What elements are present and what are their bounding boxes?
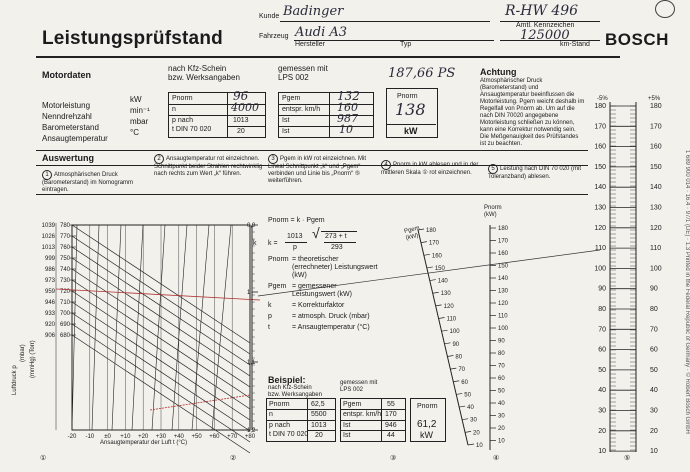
page-title: Leistungsprüfstand <box>42 28 223 49</box>
temp-tick-label: +30 <box>155 434 167 440</box>
temp-tick-label: +40 <box>173 434 184 440</box>
pnorm-tick-label: 100 <box>498 326 509 332</box>
tol-left-tick-label: 50 <box>598 366 606 374</box>
pnorm-tick-label: 60 <box>498 376 505 382</box>
mbar-tick: 999 <box>44 256 55 262</box>
baro-ist-value: 987 <box>337 112 358 125</box>
tol-left-tick-label: 70 <box>598 326 606 334</box>
kmh-value: 160 <box>337 101 358 114</box>
pgem-tick-mark <box>421 242 427 243</box>
step-3: 3 Pgem in kW rot einzeichnen. Mit Lineal Schnittpunkt „k“ und „Pgem“ verbinden und Linie bis „Pnorm“ ⑤ weiterführen. <box>268 156 367 184</box>
fahrzeug-value: Audi A3 <box>295 25 348 40</box>
k-tick-label: 0,9 <box>247 223 256 229</box>
hand-pressure-line <box>56 289 260 300</box>
gemessen-table: Pgem entspr. km/h Ist Ist 132 160 987 10 <box>278 92 374 138</box>
beispiel-title: Beispiel: <box>268 375 306 385</box>
pgem-tick-label: 180 <box>426 228 437 234</box>
temp-tick-label: -20 <box>67 434 77 440</box>
tol-right-tick-label: 160 <box>650 143 662 151</box>
marker-5: ⑤ <box>624 455 631 462</box>
typ-label: Typ <box>400 41 412 48</box>
tol-left-tick-label: 80 <box>598 306 606 313</box>
k-tick-label: 1,2 <box>247 428 256 434</box>
sqrt-icon: √ <box>312 225 320 241</box>
tol-left-tick-label: 180 <box>594 103 606 110</box>
schein-table: Pnorm n p nach t DIN 70 020 96 4000 1013 20 <box>168 92 266 138</box>
pgem-tick-label: 90 <box>452 341 460 348</box>
step-4: 4 Pnorm in kW ablesen und in der mittleren Skala ① rot einzeichnen. <box>381 162 479 176</box>
pnorm-tick-label: 50 <box>498 388 505 395</box>
beispiel-left-table: Pnorm n p nach t DIN 70 020 62,5 5500 1013 20 <box>266 398 336 442</box>
tol-right-tick-label: 10 <box>650 448 658 456</box>
pgem-tick-label: 160 <box>431 253 442 260</box>
temperature-diagonal <box>152 225 165 430</box>
tol-left-tick-label: 40 <box>598 387 606 395</box>
pnorm-tick-label: 140 <box>498 276 509 282</box>
pnorm-tick-label: 170 <box>498 238 509 245</box>
pnorm-tick-label: 160 <box>498 251 509 257</box>
tol-left-tick-label: 90 <box>598 285 606 293</box>
pnorm-result-box: Pnorm 138 kW <box>386 88 438 138</box>
tol-left-tick-label: 10 <box>598 448 606 456</box>
tol-plus-label: +5% <box>648 96 661 102</box>
pgem-tick-mark <box>439 318 445 319</box>
formula-defs <box>268 256 380 332</box>
pgem-tick-label: 80 <box>455 354 463 361</box>
pnorm-tick-label: 180 <box>498 226 509 232</box>
mbar-tick: 959 <box>44 289 55 295</box>
mbar-tick: 973 <box>44 278 55 284</box>
pgem-tick-mark <box>462 419 468 420</box>
temp-tick-label: -10 <box>85 434 95 440</box>
tol-right-tick-label: 110 <box>650 245 662 253</box>
pgem-tick-mark <box>468 444 474 445</box>
k-factor-scale <box>247 223 258 434</box>
mbar-tick: 1013 <box>41 245 55 251</box>
pgem-tick-label: 30 <box>470 417 477 424</box>
pgem-tick-mark <box>436 305 442 306</box>
mmhg-tick: 720 <box>59 289 70 295</box>
def-t: t = Ansaugtemperatur (°C) <box>268 324 370 331</box>
tol-right-tick-label: 180 <box>650 103 662 110</box>
formula-k-den: p <box>293 244 297 251</box>
step-5: 5 Leistung nach DIN 70 020 (mit Toleranzband) ablesen. <box>488 166 582 180</box>
tol-right-tick-label: 120 <box>650 224 662 232</box>
pnorm-tick-label: 70 <box>498 363 505 370</box>
pgem-tick-label: 110 <box>446 316 457 323</box>
beispiel-right-table: Pgem entspr. km/h Ist Ist 55 170 946 44 <box>340 398 406 442</box>
tol-left-tick-label: 110 <box>594 245 606 253</box>
pgem-tick-label: 170 <box>428 240 439 247</box>
k-tick-label: 1,1 <box>247 360 256 366</box>
formula-k-left: k = <box>268 240 278 247</box>
step-1: 1 Atmosphärischen Druck (Barometerstand) im Nomogramm eintragen. <box>42 172 134 193</box>
temperature-diagonal <box>112 225 121 430</box>
kunde-value: Badinger <box>283 4 344 19</box>
pnorm-tick-label: 130 <box>498 288 509 295</box>
tol-right-tick-label: 20 <box>650 427 658 435</box>
pgem-tick-label: 20 <box>473 430 480 437</box>
mmhg-tick: 680 <box>59 333 70 339</box>
mmhg-tick: 700 <box>59 311 70 317</box>
mbar-tick: 906 <box>44 333 55 339</box>
temperature-diagonal <box>92 225 99 430</box>
pgem-tick-label: 100 <box>449 329 460 336</box>
pgem-tick-label: 50 <box>464 392 471 399</box>
row-ansaugtemperatur: Ansaugtemperatur °C <box>42 128 139 143</box>
pnorm-tick-label: 150 <box>498 263 509 270</box>
temp-tick-label: +70 <box>227 434 238 440</box>
pgem-tick-mark <box>433 292 439 293</box>
tol-left-tick-label: 160 <box>594 143 606 151</box>
tol-right-tick-label: 100 <box>650 265 662 273</box>
pgem-tick-mark <box>465 431 471 432</box>
mbar-tick: 1026 <box>41 234 55 240</box>
pnorm-tick-label: 20 <box>498 426 505 432</box>
motordaten-title: Motordaten <box>42 70 91 80</box>
temperature-diagonal <box>192 225 209 430</box>
mbar-tick: 986 <box>44 267 55 273</box>
k-tick-label: 1 <box>247 290 251 296</box>
mbar-tick: 946 <box>44 300 55 306</box>
mmhg-tick: 710 <box>59 300 70 306</box>
side-print-text: 1 689 900 014 · 16.4 · 97/1 (DE) · 1.3 Printed in the Federal Republic of Germany · © Robert Bosch GmbH <box>684 150 690 434</box>
mmhg-tick: 690 <box>59 322 70 328</box>
beispiel-col1: nach Kfz-Schein bzw. Werksangaben <box>268 385 322 398</box>
tol-left-tick-label: 170 <box>594 123 606 131</box>
fahrzeug-label: Fahrzeug <box>259 33 289 40</box>
marker-2: ② <box>230 455 237 462</box>
temp-tick-label: +60 <box>209 434 220 440</box>
pgem-tick-label: 70 <box>458 367 466 374</box>
temp-tick-label: +20 <box>138 434 149 440</box>
kmstand-label: km-Stand <box>560 41 590 48</box>
tol-right-tick-label: 50 <box>650 366 658 374</box>
mbar-tick: 1039 <box>41 223 55 229</box>
pgem-tick-label: 60 <box>461 379 468 386</box>
temp-tick-label: ±0 <box>104 434 111 440</box>
tol-right-tick-label: 90 <box>650 285 658 293</box>
tol-left-tick-label: 140 <box>594 184 606 192</box>
pgem-tick-label: 140 <box>437 278 448 285</box>
ps-note: 187,66 PS <box>388 66 456 81</box>
pgem-value: 132 <box>337 89 360 103</box>
pgem-tick-mark <box>442 330 448 331</box>
col-schein-heading: nach Kfz-Schein bzw. Werksangaben <box>168 64 240 82</box>
pressure-axis-label: Luftdruck p <box>12 365 18 395</box>
achtung-text: Atmosphärischer Druck (Barometerstand) und Ansaugtemperatur beeinflussen die Motorleistung. Pgem weicht deshalb im Regelfall von Pnorm ab. Um auf die nach DIN 70020 angegebene Motorleistung schließen zu können, kann eine Korrektur notwendig sein. Die Meßgenauigkeit des Prüfstandes ist zu beachten. <box>480 78 585 147</box>
mmhg-tick: 740 <box>59 267 70 273</box>
formula-k-rnum: 273 + t <box>325 233 347 240</box>
pgem-tick-mark <box>444 343 450 344</box>
mmhg-tick: 780 <box>59 223 70 229</box>
mbar-tick: 933 <box>44 311 55 317</box>
temperature-diagonal <box>132 225 143 430</box>
unit-mmhg: (mmHg) (Torr) <box>30 340 36 378</box>
pnorm-tick-label: 90 <box>498 338 505 345</box>
tol-left-tick-label: 130 <box>594 204 606 212</box>
def-pgem: Pgem = gemessener Leistungswert (kW) <box>268 283 352 298</box>
row-barometerstand: Barometerstand mbar <box>42 117 149 132</box>
schein-n-value: 4000 <box>231 101 259 114</box>
bosch-logo: BOSCH <box>605 30 669 49</box>
def-k: k = Korrekturfaktor <box>268 302 345 309</box>
tol-left-tick-label: 60 <box>598 346 606 354</box>
tol-right-tick-label: 30 <box>650 407 658 415</box>
temperature-diagonal <box>172 225 187 430</box>
tol-right-tick-label: 140 <box>650 184 662 192</box>
pressure-temperature-nomogram <box>42 223 260 453</box>
marker-4: ④ <box>493 455 500 462</box>
tol-left-tick-label: 150 <box>594 163 606 171</box>
tolerance-scale <box>594 102 661 455</box>
tol-minus-label: -5% <box>597 96 608 102</box>
pgem-tick-label: 130 <box>440 291 451 298</box>
pnorm-tick-label: 80 <box>498 351 505 357</box>
tol-right-tick-label: 70 <box>650 326 658 334</box>
achtung-title: Achtung <box>480 67 517 77</box>
tol-left-tick-label: 30 <box>598 407 606 415</box>
pgem-tick-label: 120 <box>443 303 454 310</box>
beispiel-col2: gemessen mit LPS 002 <box>340 380 378 393</box>
tol-right-tick-label: 130 <box>650 204 662 212</box>
tol-right-tick-label: 80 <box>650 306 658 313</box>
kunde-label: Kunde <box>259 13 280 20</box>
temp-tick-label: +10 <box>120 434 131 440</box>
tol-right-tick-label: 170 <box>650 123 662 131</box>
formula-k-num: 1013 <box>287 233 303 240</box>
k-scale-label: k <box>253 240 257 247</box>
row-nenndrehzahl: Nenndrehzahl min⁻¹ <box>42 106 150 121</box>
pnorm-scale-label: Pnorm (kW) <box>484 205 502 218</box>
pgem-tick-mark <box>424 254 430 255</box>
hersteller-label: Hersteller <box>295 41 325 48</box>
pgem-tick-mark <box>430 280 436 281</box>
pnorm-tick-label: 120 <box>498 301 509 307</box>
pgem-tick-mark <box>453 381 459 382</box>
pgem-tick-label: 150 <box>434 265 445 272</box>
mmhg-tick: 760 <box>59 245 70 251</box>
def-pnorm: Pnorm = theoretischer (errechneter) Leistungswert (kW) <box>268 256 378 279</box>
unit-mbar: (mbar) <box>20 344 26 362</box>
marker-1: ① <box>40 455 47 462</box>
kennzeichen-label: Amtl. Kennzeichen <box>516 22 575 29</box>
kennzeichen-value: R-HW 496 <box>505 3 579 19</box>
tol-right-tick-label: 60 <box>650 346 658 354</box>
temperature-diagonal <box>72 225 77 430</box>
tol-right-tick-label: 150 <box>650 163 662 171</box>
formula-k-rden: 293 <box>331 244 343 251</box>
formula-pnorm: Pnorm = k · Pgem <box>268 217 325 224</box>
row-motorleistung: Motorleistung kW <box>42 95 142 110</box>
mmhg-tick: 770 <box>59 234 70 240</box>
pgem-tick-mark <box>459 406 465 407</box>
pnorm-tick-label: 10 <box>498 438 505 445</box>
beispiel-pnorm-box: Pnorm 61,2 kW <box>410 398 446 442</box>
auswertung-title: Auswertung <box>42 153 95 163</box>
x-axis-label: Ansaugtemperatur der Luft t (°C) <box>100 440 188 446</box>
def-p: p = atmosph. Druck (mbar) <box>268 313 370 320</box>
pnorm-tick-label: 40 <box>498 401 505 407</box>
pgem-scale-label: Pgem (kW) <box>403 225 421 242</box>
tol-left-tick-label: 20 <box>598 427 606 435</box>
tol-right-tick-label: 40 <box>650 387 658 395</box>
step-2: 2 Ansaugtemperatur rot einzeichnen. Schnittpunkt beider Strahlen rechtwinklig nach rechts zum Wert „k“ führen. <box>154 156 263 177</box>
pgem-tick-mark <box>450 368 456 369</box>
pgem-tick-label: 10 <box>476 443 483 449</box>
kmstand-value: 125000 <box>520 28 570 43</box>
temp-tick-label: +50 <box>191 434 202 440</box>
pgem-tick-label: 40 <box>467 405 474 412</box>
pgem-tick-mark <box>427 267 433 268</box>
marker-3: ③ <box>390 455 397 462</box>
mmhg-tick: 750 <box>59 256 70 262</box>
temp-ist-value: 10 <box>339 123 353 136</box>
pgem-tick-mark <box>447 355 453 356</box>
pnorm-tick-label: 30 <box>498 413 505 420</box>
mmhg-tick: 730 <box>59 278 70 284</box>
mbar-tick: 920 <box>44 322 55 328</box>
col-gemessen-heading: gemessen mit LPS 002 <box>278 64 328 82</box>
hand-temp-line <box>150 395 250 410</box>
pnorm-result-value: 138 <box>395 100 426 119</box>
pgem-tick-mark <box>456 393 462 394</box>
tol-left-tick-label: 120 <box>594 224 606 232</box>
schein-pnorm-value: 96 <box>233 89 249 103</box>
temp-tick-label: +80 <box>244 434 256 440</box>
tol-left-tick-label: 100 <box>594 265 606 273</box>
pnorm-tick-label: 110 <box>498 313 508 320</box>
